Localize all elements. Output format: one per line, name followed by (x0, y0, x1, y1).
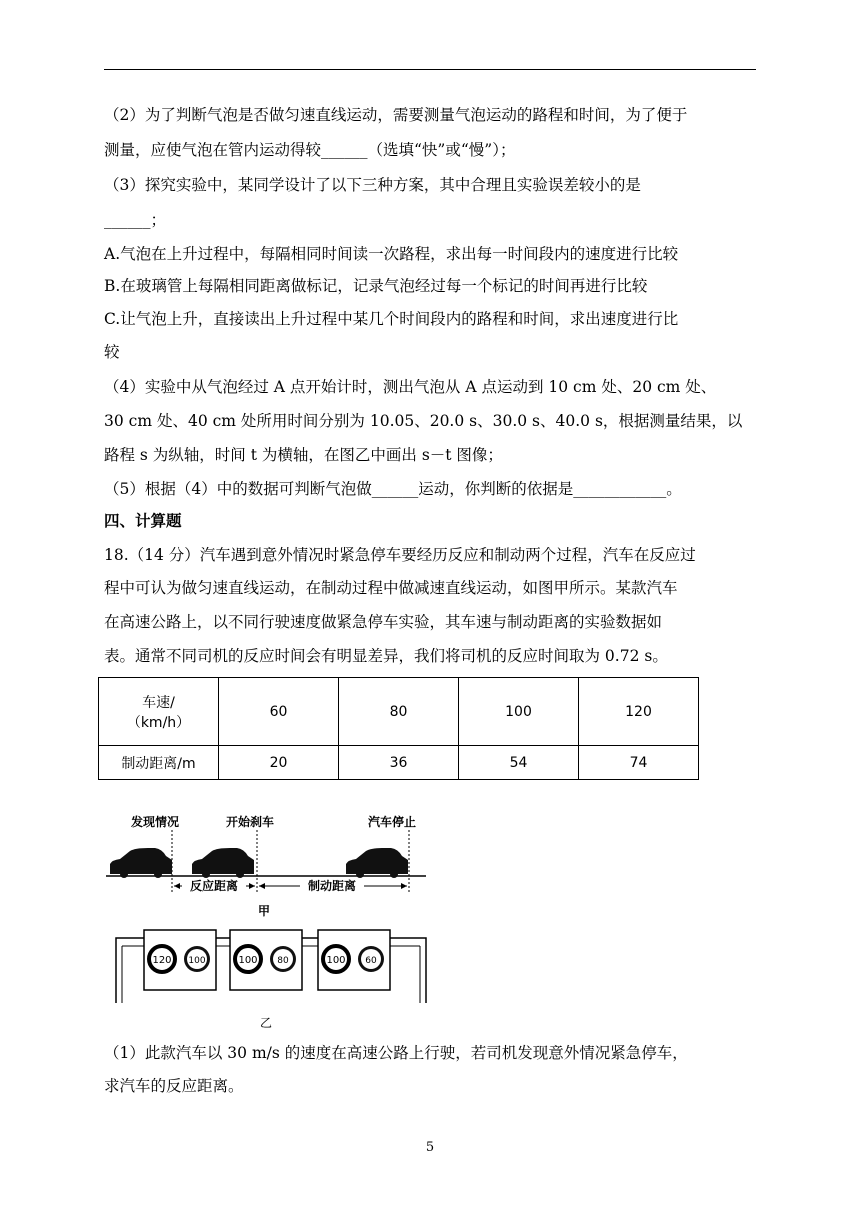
table-cell: 100 (459, 678, 579, 746)
header-rule (104, 69, 756, 70)
min-speed-sign: 80 (277, 956, 289, 966)
sign-board (144, 930, 216, 990)
speed-label: 车速/ (142, 694, 175, 711)
table-cell: 120 (579, 678, 699, 746)
question-18-line: 18.（14 分）汽车遇到意外情况时紧急停车要经历反应和制动两个过程，汽车在反应过 (104, 546, 696, 564)
text-line: （2）为了判断气泡是否做匀速直线运动，需要测量气泡运动的路程和时间，为了便于 (104, 106, 688, 124)
text-line: 较 (104, 343, 120, 361)
text-line: （5）根据（4）中的数据可判断气泡做______运动，你判断的依据是____________。 (104, 480, 682, 498)
speed-limit-sign: 120 (152, 955, 172, 966)
row-header-speed (99, 678, 219, 746)
speed-unit: （km/h） (126, 714, 191, 731)
table-cell: 80 (339, 678, 459, 746)
braking-figure (106, 808, 436, 1033)
min-speed-sign: 100 (188, 956, 206, 966)
table-cell: 60 (219, 678, 339, 746)
label-start-braking: 开始刹车 (226, 815, 275, 829)
row-header-distance: 制动距离/m (99, 746, 219, 780)
table-cell: 36 (339, 746, 459, 780)
text-line: 30 cm 处、40 cm 处所用时间分别为 10.05、20.0 s、30.0 s、40.0 s，根据测量结果，以 (104, 412, 743, 430)
question-18-line: 在高速公路上，以不同行驶速度做紧急停车实验，其车速与制动距离的实验数据如 (104, 613, 663, 631)
text-line: （4）实验中从气泡经过 A 点开始计时，测出气泡从 A 点运动到 10 cm 处、20 cm 处、 (104, 378, 717, 396)
question-18-line: 程中可认为做匀速直线运动，在制动过程中做减速直线运动，如图甲所示。某款汽车 (104, 579, 678, 597)
label-discover: 发现情况 (131, 815, 180, 829)
option-b: B.在玻璃管上每隔相同距离做标记，记录气泡经过每一个标记的时间再进行比较 (104, 277, 648, 295)
subquestion-line: 求汽车的反应距离。 (104, 1077, 244, 1095)
speed-distance-table (98, 677, 699, 780)
page-number: 5 (425, 1140, 435, 1155)
braking-distance-label: 制动距离 (307, 879, 357, 893)
option-c: C.让气泡上升，直接读出上升过程中某几个时间段内的路程和时间，求出速度进行比 (104, 310, 679, 328)
subquestion-line: （1）此款汽车以 30 m/s 的速度在高速公路上行驶，若司机发现意外情况紧急停车， (104, 1044, 688, 1062)
car-icon (110, 848, 172, 878)
speed-limit-sign: 100 (326, 955, 346, 966)
table-cell: 74 (579, 746, 699, 780)
option-a: A.气泡在上升过程中，每隔相同时间读一次路程，求出每一时间段内的速度进行比较 (104, 245, 679, 263)
reaction-distance-label: 反应距离 (189, 879, 239, 893)
text-line: 路程 s 为纵轴，时间 t 为横轴，在图乙中画出 s－t 图像； (104, 446, 503, 464)
caption-jia: 甲 (257, 904, 271, 918)
caption-yi: 乙 (259, 1016, 273, 1030)
table-cell: 54 (459, 746, 579, 780)
car-icon (192, 848, 254, 878)
sign-board (230, 930, 302, 990)
text-line: 测量，应使气泡在管内运动得较______（选填“快”或“慢”）； (104, 141, 516, 159)
text-line: （3）探究实验中，某同学设计了以下三种方案，其中合理且实验误差较小的是 (104, 176, 641, 194)
sign-board (318, 930, 390, 990)
car-icon (346, 848, 408, 878)
label-car-stop: 汽车停止 (368, 815, 417, 829)
min-speed-sign: 60 (365, 956, 377, 966)
table-cell: 20 (219, 746, 339, 780)
question-18-line: 表。通常不同司机的反应时间会有明显差异，我们将司机的反应时间取为 0.72 s。 (104, 647, 668, 665)
section-heading: 四、计算题 (104, 512, 182, 530)
text-line: ______； (104, 211, 167, 229)
speed-limit-sign: 100 (238, 955, 258, 966)
